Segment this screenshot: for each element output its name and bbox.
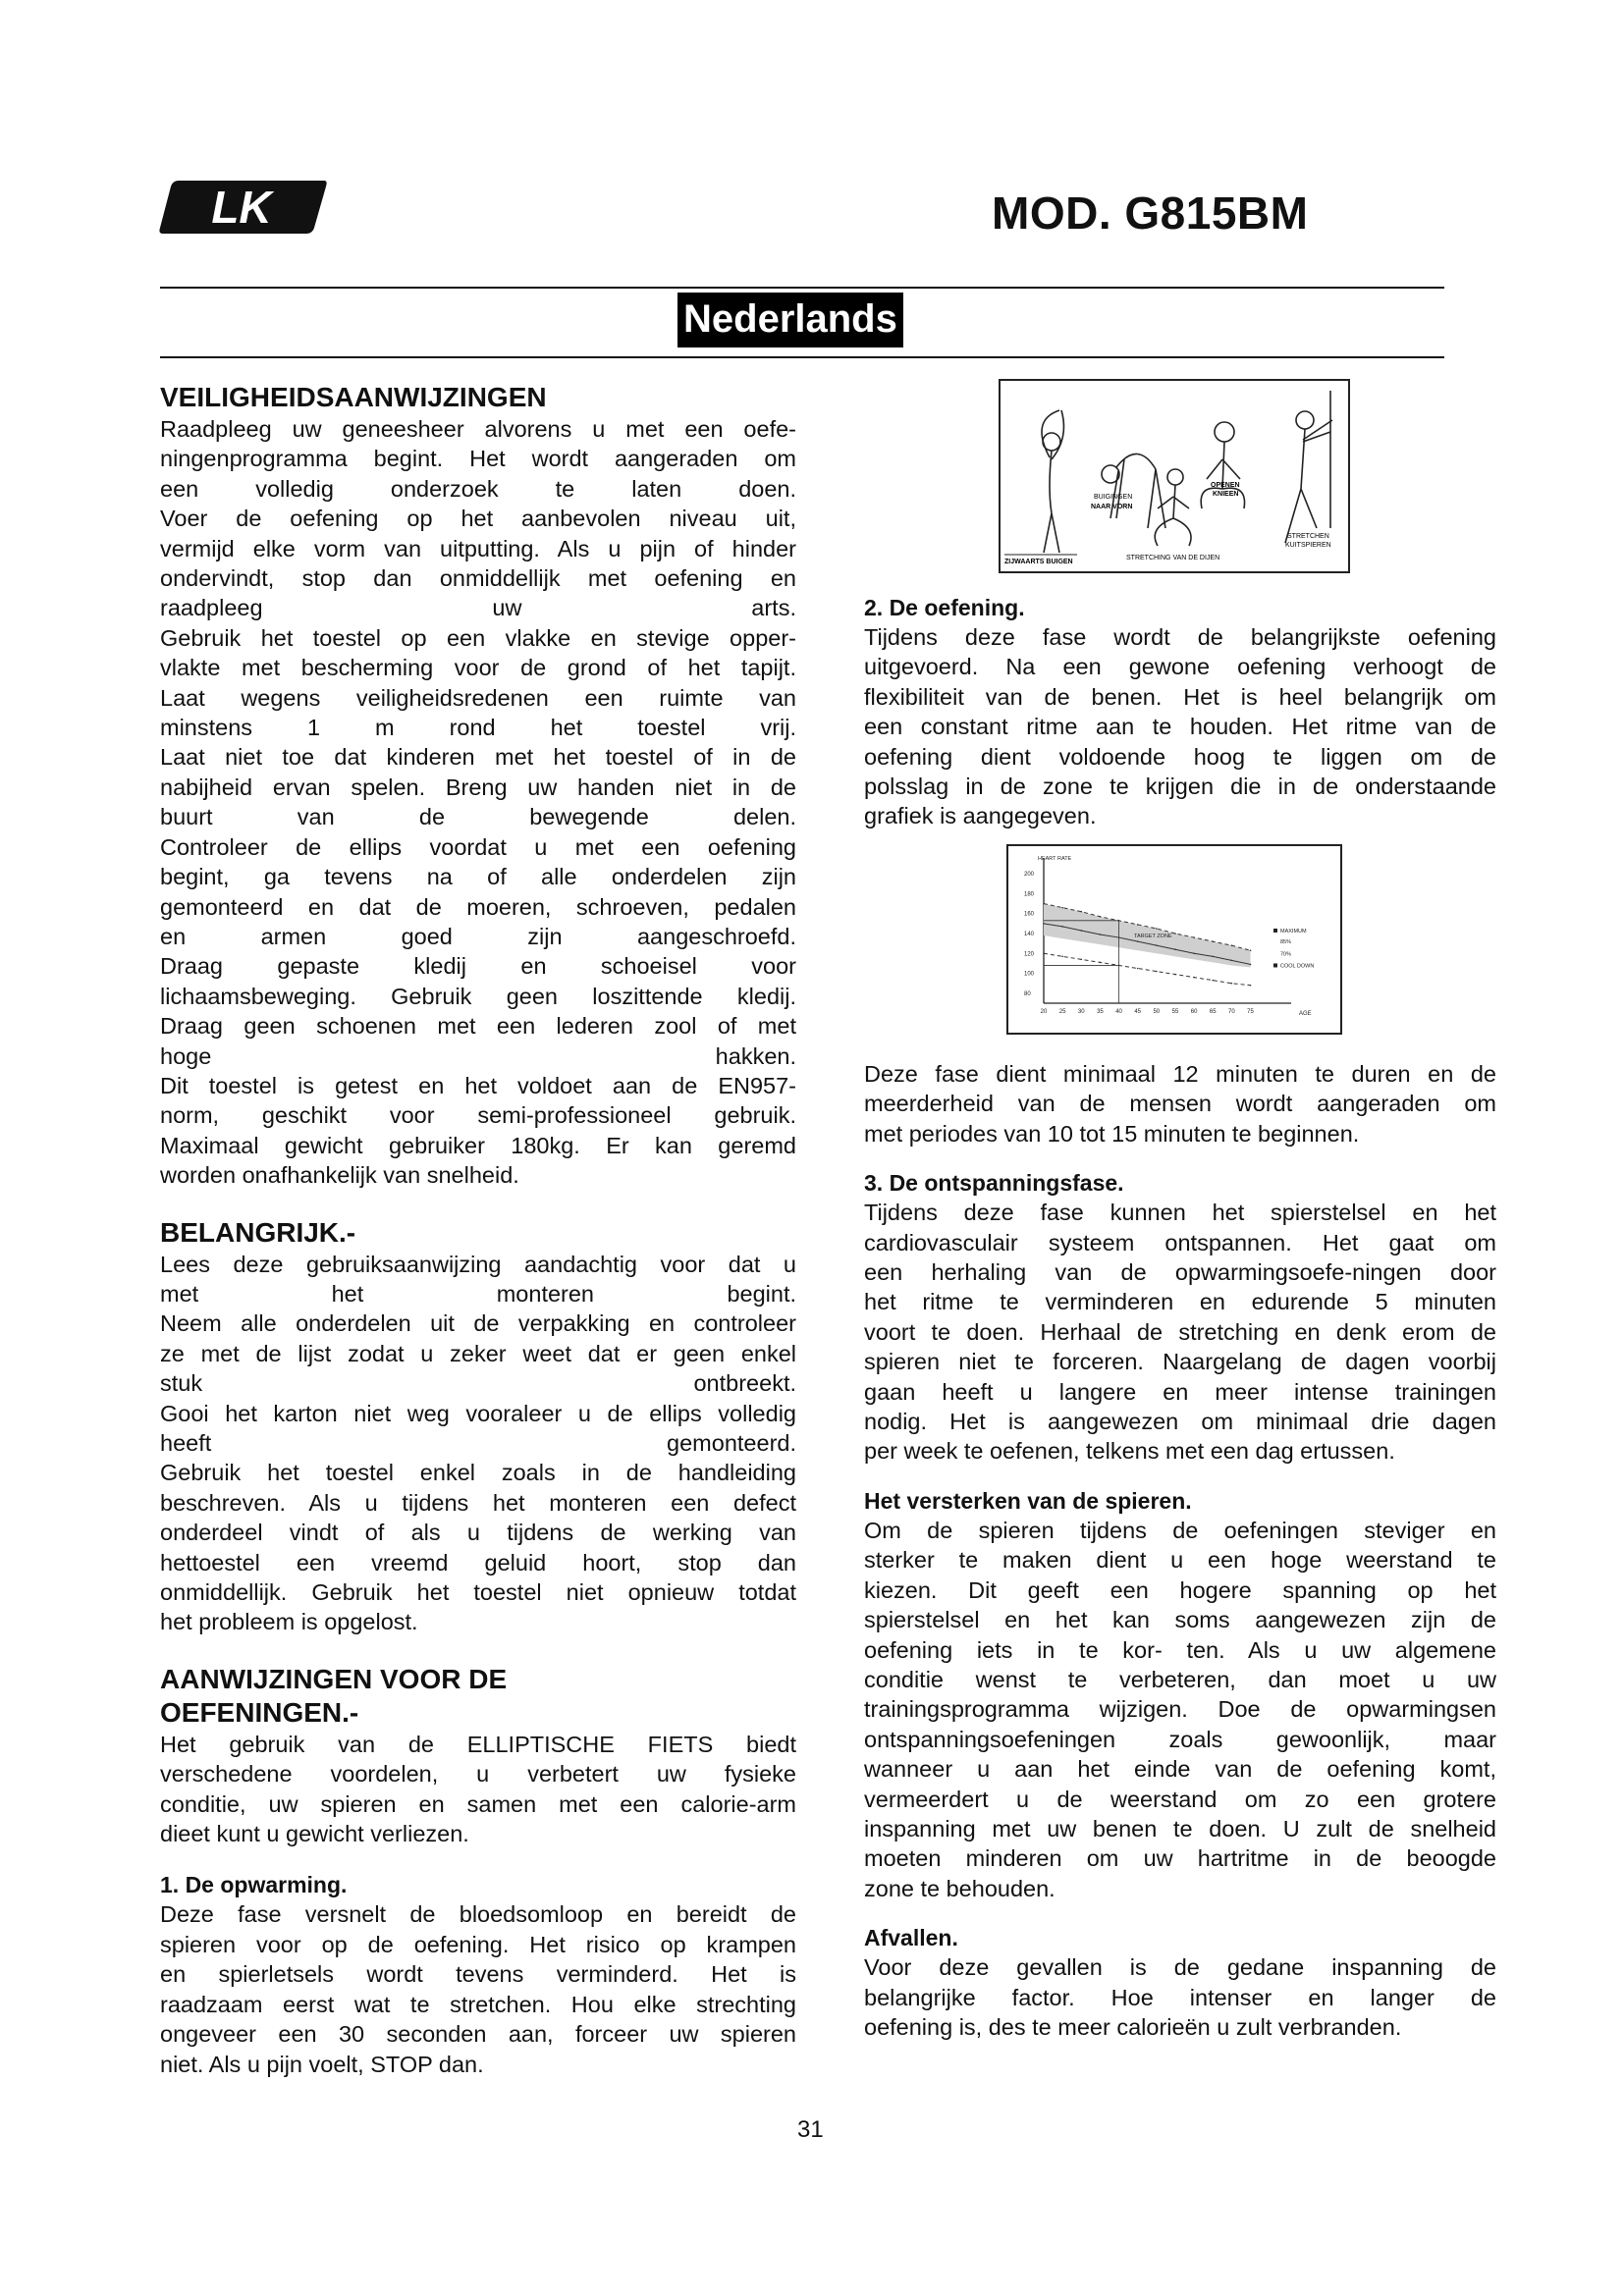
text-line: raadpleeg uw arts. bbox=[160, 595, 796, 621]
label-knees2: KNIEEN bbox=[1213, 491, 1239, 498]
x-tick-label: 75 bbox=[1247, 1009, 1254, 1015]
text-line: ongeveer een 30 seconden aan, forceer uw spieren bbox=[160, 2021, 796, 2048]
text-line: Neem alle onderdelen uit de verpakking en controleer bbox=[160, 1310, 796, 1337]
x-tick-label: 35 bbox=[1097, 1009, 1104, 1015]
text-line: zone te behouden. bbox=[864, 1875, 1056, 1901]
top-rule bbox=[160, 287, 1444, 289]
y-tick-label: 80 bbox=[1024, 990, 1031, 997]
text-line: een volledig onderzoek te laten doen. bbox=[160, 475, 796, 502]
text-line: Gebruik het toestel op een vlakke en stevige opper- bbox=[160, 624, 796, 651]
text-line: oefening is, des te meer calorieën u zult verbranden. bbox=[864, 2013, 1402, 2040]
data-point bbox=[1080, 911, 1082, 913]
text-line: Laat niet toe dat kinderen met het toestel of in de bbox=[160, 744, 796, 771]
text-line: belangrijke factor. Hoe intenser en langer de bbox=[864, 1984, 1496, 2010]
data-point bbox=[1231, 944, 1233, 946]
text-line: ze met de lijst zodat u zeker weet dat er geen enkel bbox=[160, 1340, 796, 1366]
text-line: trainingsprogramma wijzigen. Doe de opwarmingsen bbox=[864, 1696, 1496, 1723]
text-line: Voor deze gevallen is de gedane inspanning de bbox=[864, 1954, 1496, 1981]
exercise-phase-title: 2. De oefening. bbox=[864, 595, 1025, 620]
text-line: en armen goed zijn aangeschroefd. bbox=[160, 923, 796, 949]
data-point bbox=[1250, 964, 1252, 966]
data-point bbox=[1156, 928, 1158, 930]
text-line: Gooi het karton niet weg vooraleer u de ellips volledig bbox=[160, 1400, 796, 1426]
data-point bbox=[1193, 952, 1195, 954]
data-point bbox=[1250, 949, 1252, 951]
text-line: Lees deze gebruiksaanwijzing aandachtig voor dat u bbox=[160, 1251, 796, 1277]
text-line: ondervindt, stop dan onmiddellijk met oefening en bbox=[160, 565, 796, 592]
text-line: dieet kunt u gewicht verliezen. bbox=[160, 1821, 469, 1847]
text-line: niet. Als u pijn voelt, STOP dan. bbox=[160, 2051, 484, 2077]
x-axis-label: AGE bbox=[1299, 1011, 1312, 1017]
x-tick-label: 55 bbox=[1171, 1009, 1179, 1015]
label-bend: BUIGINGEN bbox=[1094, 494, 1133, 501]
text-line: Om de spieren tijdens de oefeningen steviger en bbox=[864, 1517, 1496, 1543]
text-line: oefening iets in te kor- ten. Als u uw algemene bbox=[864, 1636, 1496, 1663]
data-point bbox=[1061, 956, 1063, 958]
label-calf: STRETCHEN bbox=[1287, 533, 1329, 540]
text-line: begint, ga tevens na of alle onderdelen zijn bbox=[160, 864, 796, 890]
text-line: polsslag in de zone te krijgen die in de onderstaande bbox=[864, 774, 1496, 800]
cooldown-title: 3. De ontspanningsfase. bbox=[864, 1170, 1124, 1197]
y-tick-label: 200 bbox=[1024, 872, 1035, 879]
text-line: grafiek is aangegeven. bbox=[864, 803, 1097, 829]
text-line: het probleem is opgelost. bbox=[160, 1609, 418, 1635]
data-point bbox=[1174, 933, 1176, 934]
text-line: cardiovasculair systeem ontspannen. Het gaat om bbox=[864, 1229, 1496, 1255]
legend-85: 85% bbox=[1280, 939, 1292, 946]
model-title: MOD. G815BM bbox=[992, 187, 1309, 239]
data-point bbox=[1137, 940, 1139, 942]
text-line: conditie, uw spieren en samen met een calorie-arm bbox=[160, 1790, 796, 1817]
text-line: wanneer u aan het einde van de oefening komt, bbox=[864, 1756, 1496, 1783]
text-line: inspanning met uw benen te doen. U zult de snelheid bbox=[864, 1815, 1496, 1842]
x-tick-label: 25 bbox=[1058, 1009, 1066, 1015]
strength-text bbox=[864, 1516, 1496, 1903]
text-line: Deze fase versnelt de bloedsomloop en bereidt de bbox=[160, 1901, 796, 1928]
x-tick-label: 65 bbox=[1209, 1009, 1217, 1015]
text-line: per week te oefenen, telkens met een dag ertussen. bbox=[864, 1438, 1395, 1465]
text-line: lichaamsbeweging. Gebruik geen loszittende kledij. bbox=[160, 983, 796, 1009]
label-side: ZIJWAARTS BUIGEN bbox=[1004, 559, 1073, 565]
strength-title: Het versterken van de spieren. bbox=[864, 1487, 1192, 1514]
x-tick-label: 40 bbox=[1115, 1009, 1122, 1015]
text-line: conditie wenst te verbeteren, dan moet u uw bbox=[864, 1666, 1496, 1692]
text-line: spierstelsel en het kan soms aangewezen zijn de bbox=[864, 1607, 1496, 1633]
text-line: Maximaal gewicht gebruiker 180kg. Er kan geremd bbox=[160, 1132, 796, 1158]
text-line: uitgevoerd. Na een gewone oefening verhoogt de bbox=[864, 654, 1496, 680]
data-point bbox=[1174, 948, 1176, 950]
y-axis-label: HEART RATE bbox=[1038, 856, 1072, 862]
y-tick-label: 120 bbox=[1024, 951, 1035, 958]
text-line: gaan heeft u langere en meer intense trainingen bbox=[864, 1378, 1496, 1405]
data-point bbox=[1137, 968, 1139, 970]
text-line: vermeerdert u de weerstand om zo een grotere bbox=[864, 1786, 1496, 1812]
label-bend2: NAAR VORN bbox=[1091, 504, 1133, 510]
exercise-phase-text bbox=[864, 622, 1496, 831]
text-line: worden onafhankelijk van snelheid. bbox=[160, 1162, 519, 1189]
y-tick-label: 140 bbox=[1024, 932, 1035, 937]
text-line: flexibiliteit van de benen. Het is heel belangrijk om bbox=[864, 683, 1496, 710]
heart-rate-chart-frame bbox=[1006, 844, 1342, 1035]
data-point bbox=[1043, 903, 1045, 905]
exercise-text bbox=[160, 1730, 796, 1849]
x-tick-label: 45 bbox=[1134, 1009, 1142, 1015]
x-tick-label: 30 bbox=[1077, 1009, 1085, 1015]
text-line: hoge hakken. bbox=[160, 1042, 796, 1069]
text-line: beschreven. Als u tijdens het monteren een defect bbox=[160, 1489, 796, 1516]
text-line: spieren niet te forceren. Naargelang de dagen voorbij bbox=[864, 1349, 1496, 1375]
legend-max: MAXIMUM bbox=[1280, 928, 1307, 934]
text-line: verschedene voordelen, u verbetert uw fysieke bbox=[160, 1761, 796, 1788]
text-line: raadzaam eerst wat te stretchen. Hou elke strechting bbox=[160, 1991, 796, 2017]
text-line: onderdeel vindt of als u tijdens de werking van bbox=[160, 1520, 796, 1546]
text-line: vermijd elke vorm van uitputting. Als u pijn of hinder bbox=[160, 535, 796, 561]
data-point bbox=[1231, 983, 1233, 985]
data-point bbox=[1061, 907, 1063, 909]
text-line: een constant ritme aan te houden. Het ritme van de bbox=[864, 714, 1496, 740]
legend-marker-max bbox=[1273, 929, 1277, 933]
text-line: een herhaling van de opwarmingsoefe-ningen door bbox=[864, 1259, 1496, 1286]
text-line: meerderheid van de mensen wordt aangeraden om bbox=[864, 1091, 1496, 1117]
text-line: met het monteren begint. bbox=[160, 1280, 796, 1307]
exercise-title-2: OEFENINGEN.- bbox=[160, 1696, 359, 1728]
text-line: hettoestel een vreemd geluid hoort, stop dan bbox=[160, 1549, 796, 1575]
bottom-rule bbox=[160, 356, 1444, 358]
data-point bbox=[1212, 956, 1214, 958]
text-line: Deze fase dient minimaal 12 minuten te duren en de bbox=[864, 1061, 1496, 1087]
text-line: moeten minderen om uw hartritme in de beoogde bbox=[864, 1845, 1496, 1872]
text-line: het ritme te verminderen en edurende 5 minuten bbox=[864, 1289, 1496, 1315]
left-column bbox=[160, 381, 796, 2079]
text-line: kiezen. Dit geeft een hogere spanning op het bbox=[864, 1576, 1496, 1603]
y-tick-label: 100 bbox=[1024, 971, 1035, 978]
text-line: heeft gemonteerd. bbox=[160, 1430, 796, 1456]
data-point bbox=[1231, 960, 1233, 962]
data-point bbox=[1080, 930, 1082, 932]
label-thigh: STRETCHING VAN DE DIJEN bbox=[1126, 555, 1220, 561]
warmup-text bbox=[160, 1899, 796, 2078]
text-line: nabijheid ervan spelen. Breng uw handen niet in de bbox=[160, 774, 796, 800]
text-line: ontspanningsoefeningen zoals gewoonlijk, maar bbox=[864, 1726, 1496, 1752]
language-banner: Nederlands bbox=[677, 293, 903, 347]
text-line: Raadpleeg uw geneesheer alvorens u met een oefe- bbox=[160, 416, 796, 442]
important-text bbox=[160, 1250, 796, 1637]
text-line: met periodes van 10 tot 15 minuten te beginnen. bbox=[864, 1120, 1360, 1147]
warmup-title: 1. De opwarming. bbox=[160, 1872, 348, 1898]
data-point bbox=[1193, 977, 1195, 979]
text-line: Draag geen schoenen met een lederen zool of met bbox=[160, 1013, 796, 1040]
right-column-mid bbox=[864, 1059, 1496, 2042]
text-line: Tijdens deze fase wordt de belangrijkste oefening bbox=[864, 624, 1496, 650]
data-point bbox=[1156, 971, 1158, 973]
text-line: Gebruik het toestel enkel zoals in de handleiding bbox=[160, 1460, 796, 1486]
important-title: BELANGRIJK.- bbox=[160, 1216, 356, 1248]
safety-text bbox=[160, 414, 796, 1191]
text-line: vlakte met bescherming voor de grond of het tapijt. bbox=[160, 655, 796, 681]
text-line: minstens 1 m rond het toestel vrij. bbox=[160, 715, 796, 741]
y-tick-label: 160 bbox=[1024, 911, 1035, 918]
data-point bbox=[1212, 980, 1214, 982]
data-point bbox=[1043, 923, 1045, 925]
data-point bbox=[1174, 974, 1176, 976]
right-column-top bbox=[864, 593, 1496, 831]
text-line: Draag gepaste kledij en schoeisel voor bbox=[160, 953, 796, 980]
text-line: buurt van de bewegende delen. bbox=[160, 804, 796, 830]
logo-text: LK bbox=[211, 182, 272, 233]
text-line: Tijdens deze fase kunnen het spierstelsel en het bbox=[864, 1200, 1496, 1226]
text-line: ningenprogramma begint. Het wordt aangeraden om bbox=[160, 446, 796, 472]
data-point bbox=[1100, 962, 1102, 964]
text-line: nodig. Het is aangewezen om minimaal drie dagen bbox=[864, 1409, 1496, 1435]
legend-70: 70% bbox=[1280, 951, 1292, 958]
x-tick-label: 50 bbox=[1153, 1009, 1161, 1015]
text-line: sterker te maken dient u een hoge weerstand te bbox=[864, 1547, 1496, 1574]
text-line: onmiddellijk. Gebruik het toestel niet opnieuw totdat bbox=[160, 1579, 796, 1606]
data-point bbox=[1212, 940, 1214, 942]
text-line: Laat wegens veiligheidsredenen een ruimte van bbox=[160, 684, 796, 711]
data-point bbox=[1156, 944, 1158, 946]
legend-marker-cool bbox=[1273, 963, 1277, 967]
y-tick-label: 180 bbox=[1024, 891, 1035, 898]
text-line: en spierletsels wordt tevens verminderd. Het is bbox=[160, 1961, 796, 1988]
text-line: Dit toestel is getest en het voldoet aan de EN957- bbox=[160, 1072, 796, 1098]
data-point bbox=[1080, 959, 1082, 961]
x-tick-label: 60 bbox=[1190, 1009, 1198, 1015]
legend-cool: COOL DOWN bbox=[1280, 963, 1315, 970]
text-line: Voer de oefening op het aanbevolen niveau uit, bbox=[160, 506, 796, 532]
data-point bbox=[1061, 926, 1063, 928]
page-number: 31 bbox=[797, 2116, 824, 2143]
text-line: spieren voor op de oefening. Het risico op krampen bbox=[160, 1931, 796, 1957]
x-tick-label: 20 bbox=[1040, 1009, 1048, 1015]
text-line: voort te doen. Herhaal de stretching en denk erom de bbox=[864, 1318, 1496, 1345]
data-point bbox=[1137, 924, 1139, 926]
exercise-title-1: AANWIJZINGEN VOOR DE bbox=[160, 1663, 508, 1694]
text-line: Het gebruik van de ELLIPTISCHE FIETS biedt bbox=[160, 1731, 796, 1757]
after-chart-text bbox=[864, 1059, 1496, 1148]
data-point bbox=[1100, 934, 1102, 935]
weightloss-title: Afvallen. bbox=[864, 1925, 958, 1951]
cooldown-text bbox=[864, 1198, 1496, 1467]
label-calf2: KUITSPIEREN bbox=[1285, 542, 1331, 549]
target-zone-label: TARGET ZONE bbox=[1134, 934, 1172, 940]
text-line: Controleer de ellips voordat u met een oefening bbox=[160, 833, 796, 860]
data-point bbox=[1100, 916, 1102, 918]
x-tick-label: 70 bbox=[1228, 1009, 1235, 1015]
lk-logo bbox=[157, 177, 329, 238]
data-point bbox=[1043, 952, 1045, 954]
stretching-illustration bbox=[1001, 381, 1348, 571]
text-line: gemonteerd en dat de moeren, schroeven, pedalen bbox=[160, 893, 796, 920]
stretching-figure bbox=[999, 379, 1350, 573]
weightloss-text bbox=[864, 1952, 1496, 2042]
safety-title: VEILIGHEIDSAANWIJZINGEN bbox=[160, 382, 547, 412]
data-point bbox=[1250, 985, 1252, 987]
data-point bbox=[1193, 936, 1195, 938]
label-knees: OPENEN bbox=[1211, 482, 1240, 489]
text-line: stuk ontbreekt. bbox=[160, 1370, 796, 1397]
heart-rate-chart bbox=[1008, 846, 1340, 1033]
text-line: oefening dient voldoende hoog te liggen om de bbox=[864, 743, 1496, 770]
text-line: norm, geschikt voor semi-professioneel gebruik. bbox=[160, 1102, 796, 1129]
